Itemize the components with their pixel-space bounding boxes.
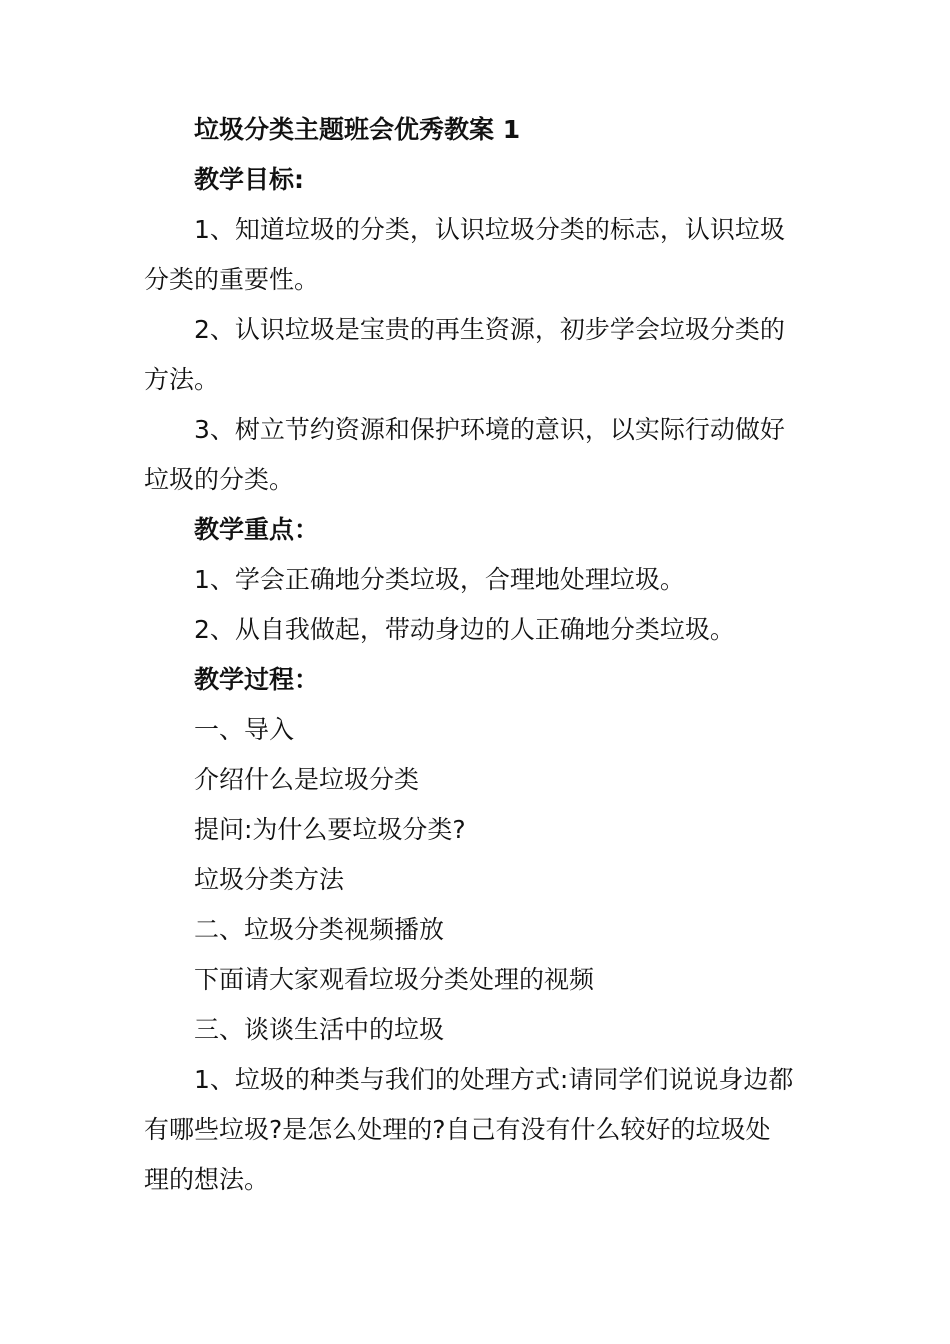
objective-3-line-2: 垃圾的分类。 [144, 465, 295, 494]
keypoint-2: 2、从自我做起，带动身边的人正确地分类垃圾。 [194, 615, 735, 644]
keypoints-heading: 教学重点： [194, 515, 320, 544]
process-s1-line-3: 垃圾分类方法 [194, 865, 345, 894]
process-s1-line-1: 介绍什么是垃圾分类 [194, 765, 420, 794]
process-s2-line-1: 下面请大家观看垃圾分类处理的视频 [194, 965, 595, 994]
process-heading: 教学过程： [194, 665, 320, 694]
process-s1-line-2: 提问:为什么要垃圾分类? [194, 815, 466, 844]
objective-1-line-2: 分类的重要性。 [144, 265, 320, 294]
process-section-3: 三、谈谈生活中的垃圾 [194, 1015, 445, 1044]
process-section-1: 一、导入 [194, 715, 295, 744]
process-s3-item-1-line-3: 理的想法。 [144, 1165, 270, 1194]
process-section-2: 二、垃圾分类视频播放 [194, 915, 445, 944]
objective-2-line-1: 2、认识垃圾是宝贵的再生资源，初步学会垃圾分类的 [194, 315, 785, 344]
keypoint-1: 1、学会正确地分类垃圾，合理地处理垃圾。 [194, 565, 685, 594]
objective-1-line-1: 1、知道垃圾的分类，认识垃圾分类的标志，认识垃圾 [194, 215, 785, 244]
process-s3-item-1-line-1: 1、垃圾的种类与我们的处理方式:请同学们说说身边都 [194, 1065, 794, 1094]
objectives-heading: 教学目标: [194, 165, 304, 194]
objective-2-line-2: 方法。 [144, 365, 220, 394]
process-s3-item-1-line-2: 有哪些垃圾?是怎么处理的?自己有没有什么较好的垃圾处 [144, 1115, 771, 1144]
objective-3-line-1: 3、树立节约资源和保护环境的意识，以实际行动做好 [194, 415, 785, 444]
document-body [144, 105, 806, 1205]
document-title: 垃圾分类主题班会优秀教案 1 [194, 115, 521, 144]
